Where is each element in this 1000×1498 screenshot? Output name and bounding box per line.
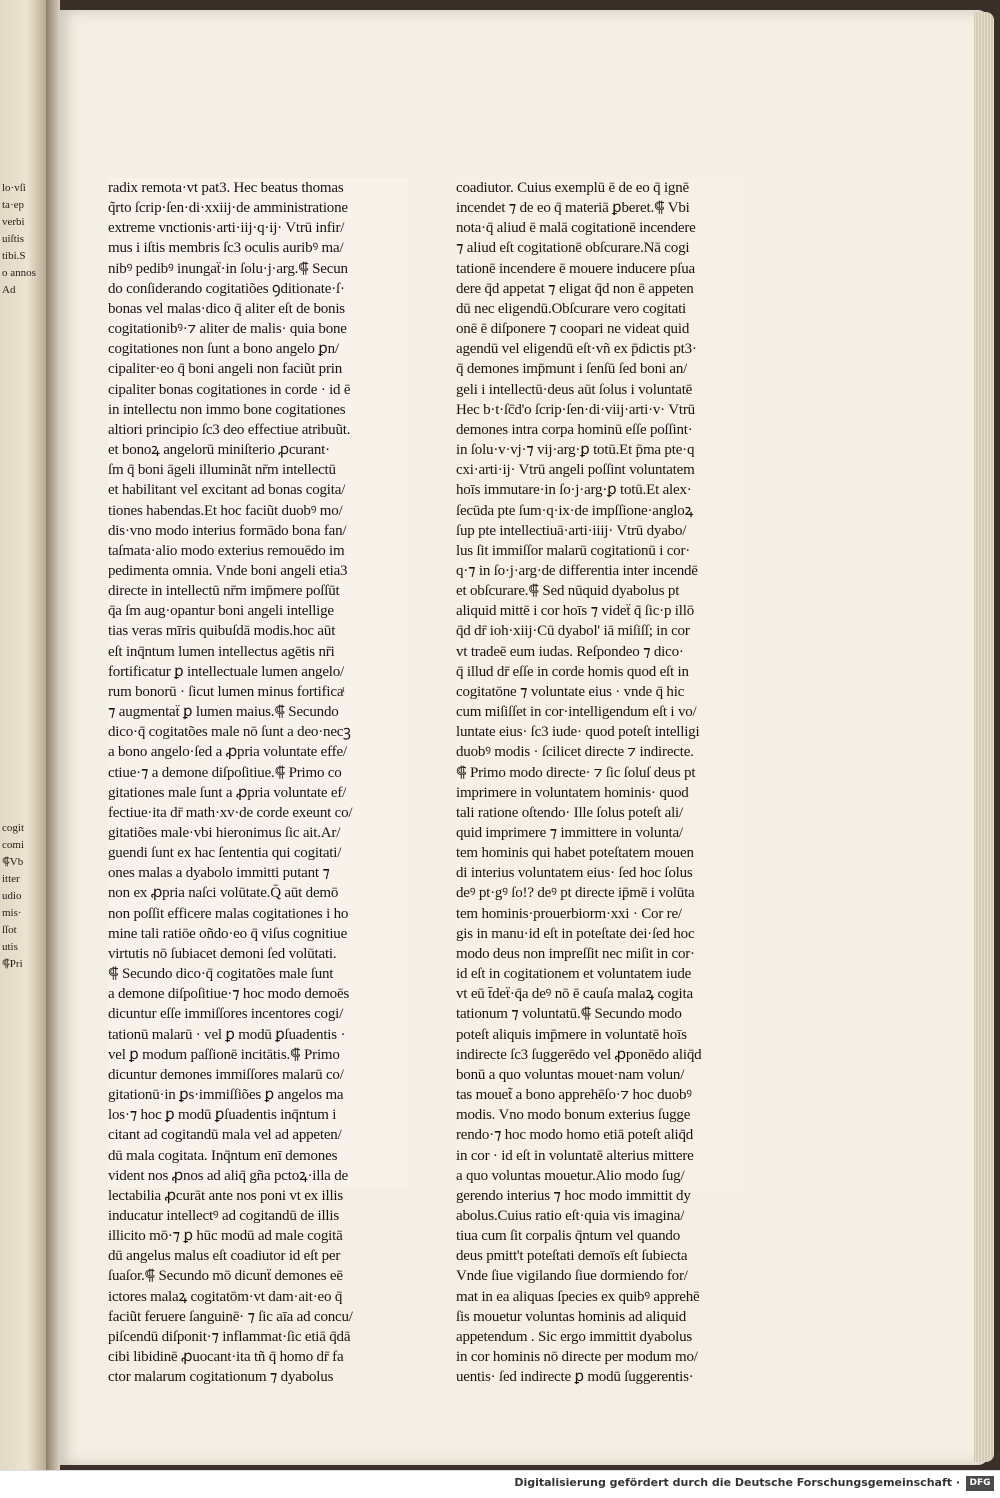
facing-page-text-lower [2,820,44,973]
text-line: dicuntur demones immiſſores malarū co/ [108,1066,344,1083]
text-line: bonas vel malas·dico q̄ aliter eſt de bonis [108,300,345,317]
text-line: et bonoꝝ angelorū miniſterio ꝓcurant· [108,442,330,459]
text-line: agendū vel eligendū eſt·vñ ex p̄dictis pt3· [456,341,697,358]
text-line: gitationes male ſunt a ꝓpria voluntate ef/ [108,784,347,801]
text-line: citant ad cogitandū mala vel ad appeten/ [108,1127,342,1144]
facing-page-fragment: itter [2,873,20,885]
text-line: vel ꝑ modum paſſionē incitātis.⸿ Primo [108,1046,340,1063]
text-line: piſcendū diſponit·⁊ inflammat·ſic etiā q̄dā [108,1328,351,1345]
text-line: ones malas a dyabolo immitti putant ⁊ [108,865,330,882]
text-line: q·⁊ in ſo·j·arg·de differentia inter incendē [456,562,698,579]
text-line: tem hominis qui habet poteſtatem mouen [456,845,694,862]
text-line: ⁊ augmentaẗ ꝑ lumen maius.⸿ Secundo [108,704,339,721]
text-line: et habilitant vel excitant ad bonas cogita/ [108,482,346,499]
text-line: tiones habendas.Et hoc faciũt duobꝰ mo/ [108,502,343,519]
text-line: pedimenta omnia. Vnde boni angeli etia3 [108,562,348,579]
text-line: q̄d dr̄ ioh·xiij·Cū dyabol' iā miſiſſ; in cor [456,623,690,640]
text-line: appetendum . Sic ergo immittit dyabolus [456,1328,693,1345]
text-line: in cor hominis nō directe per modum mo/ [456,1349,698,1366]
text-line: q̄a ſm aug·opantur boni angeli intellige [108,603,334,620]
text-line: do conſiderando cogitatiões ꝯditionate·ſ· [108,280,345,297]
text-line: cogitationes non ſunt a bono angelo ꝑn/ [108,341,339,358]
text-line: a quo voluntas mouetur.Alio modo ſug/ [456,1167,685,1184]
facing-page-fragment: verbi [2,216,25,228]
facing-page-fragment: ⸿Vb [2,856,24,868]
text-line: Vnde ſiue vigilando ſiue dormiendo for/ [456,1268,688,1285]
text-line: dere q̄d appetat ⁊ eligat q̄d non ē appeten [456,280,694,297]
text-line: cibi libidinē ꝓuocant·ita tñ q̄ homo dr̄ fa [108,1349,344,1366]
text-line: ctor malarum cogitationum ⁊ dyabolus [108,1369,334,1386]
text-line: incendet ⁊ de eo q̄ materiā ꝑberet.⸿ Vbi [456,200,690,217]
text-line: dū angelus malus eſt coadiutor id eſt per [108,1248,341,1265]
text-line: indirecte ſc3 ſuggerēdo vel ꝓponēdo aliq̄d [456,1046,702,1063]
facing-page-fragment: tibi.S [2,250,26,262]
text-line: extreme vnctionis·arti·iij·q·ij· Vtrū infir/ [108,220,345,237]
text-line: ⸿ Secundo dico·q̄ cogitatões male ſunt [108,966,334,983]
facing-page-fragment: ſſot [2,924,17,936]
text-line: tationū malarū · vel ꝑ modū ꝑſuadentis · [108,1026,346,1043]
text-line: q̃rto ſcrip·ſen·di·xxiij·de amministratione [108,200,348,217]
text-line: mat in ea aliquas ſpecies ex quibꝰ apprehē [456,1288,700,1305]
text-line: a bono angelo·ſed a ꝓpria voluntate effe/ [108,744,347,761]
text-line: ſm q̄ boni āgeli illuminãt nr̄m intellectū [108,462,336,479]
text-line: abolus.Cuius ratio eſt·quia vis imagina/ [456,1207,685,1224]
text-line: lectabilia ꝓcurāt ante nos poni vt ex illis [108,1187,344,1204]
text-line: dico·q̄ cogitatões male nō ſunt a deo·necꝫ [108,724,351,741]
text-line: Hec b·t·ſc̄d'o ſcrip·ſen·di·viij·arti·v· Vtrū [456,401,695,418]
text-line: deus pmitt't poteſtati demoīs eſt ſubiecta [456,1248,688,1265]
text-line: non ex ꝓpria naſci volūtate.Q̄ aūt demō [108,885,339,902]
text-line: tali ratione oſtendo· Ille ſolus poteſt ali/ [456,804,683,821]
text-line: in intellectu non immo bone cogitationes [108,401,346,418]
text-line: uentis· ſed indirecte ꝑ modū ſuggerentis· [456,1369,694,1386]
text-line: cipaliter bonas cogitationes in corde · id ē [108,381,351,398]
text-line: modo deus non impreſſit nec miſit in cor· [456,945,695,962]
text-line: ſup pte intellectiuā·arti·iiij· Vtrū dyabo/ [456,522,687,539]
text-line: modis. Vno modo bonum exterius ſugge [456,1107,691,1124]
text-line: tias veras mīris quibuſdā modis.hoc aūt [108,623,336,640]
text-line: non poſſit efficere malas cogitationes i ho [108,905,349,922]
text-line: dū nec eligendū.Obſcurare vero cogitati [456,300,687,317]
text-line: inducatur intellectꝰ ad cogitandū de illis [108,1207,340,1224]
text-line: ictores malaꝝ cogitatōm·vt dam·ait·eo q̄ [108,1288,343,1305]
text-line: dicuntur eſſe immiſſores incentores cogi/ [108,1006,344,1023]
page-stack-edge [974,12,994,1462]
text-line: illicito mō·⁊ ꝑ hūc modū ad male cogitā [108,1228,343,1245]
text-line: gitationū·in ꝑs·immiſſiões ꝑ angelos ma [108,1087,344,1104]
text-line: gerendo interius ⁊ hoc modo immittit dy [456,1187,691,1204]
facing-page-fragment: uiſtis [2,233,25,245]
text-line: nibꝰ pedibꝰ inungaẗ·in ſolu·j·arg.⸿ Secun [108,260,348,277]
dfg-logo: DFG [966,1476,994,1491]
text-line: gitatiões male·vbi hieronimus ſic ait.Ar/ [108,825,341,841]
text-line: geli i intellectū·deus aūt ſolus i voluntatē [456,381,693,398]
facing-page-fragment: ta·ep [2,199,24,211]
text-line: vident nos ꝓnos ad aliq̄ gña pctoꝝ·illa de [108,1167,348,1184]
text-line: nota·q̄ aliud ē malā cogitationē incendere [456,220,696,237]
facing-page-fragment: comi [2,839,24,851]
footer-credit: Digitalisierung gefördert durch die Deutsche Forschungsgemeinschaft · [514,1476,960,1489]
text-line: poteſt aliquis imp̄mere in voluntatē hoīs [456,1026,687,1043]
text-line: faciũt feruere ſanguinē· ⁊ ſic aīa ad concu/ [108,1308,353,1325]
text-line: luntate eius· ſc3 iude· quod poteſt intelligi [456,724,700,741]
text-line: fectiue·ita dr̄ math·xv·de corde exeunt co/ [108,804,353,821]
text-line: virtutis nō ſubiacet demoni ſed volūtati. [108,945,337,962]
text-line: cxi·arti·ij· Vtrū angeli poſſint voluntatem [456,462,695,479]
text-line: rendo·⁊ hoc modo homo etiā poteſt aliq̄d [456,1127,694,1144]
text-line: onē ē diſponere ⁊ coopari ne videat quid [456,321,690,338]
text-column-right [456,178,746,1386]
text-line: tationum ⁊ voluntatū.⸿ Secundo modo [456,1006,682,1023]
text-line: gis in manu·id eſt in poteſtate dei·ſed hoc [456,925,695,942]
facing-page-fragment: lo·vſi [2,182,26,194]
text-line: cogitatōne ⁊ voluntate eius · vnde q̄ hic [456,683,685,700]
text-line: fortificatur ꝑ intellectuale lumen angelo/ [108,663,345,680]
text-line: duobꝰ modis · ſcilicet directe ⁊ indirecte. [456,744,694,761]
text-line: in ſolu·v·vj·⁊ vij·arg·ꝑ totū.Et p̄ma pte·q [456,442,695,459]
text-line: id eſt in cogitationem et voluntatem iude [456,966,692,983]
facing-page-fragment: cogit [2,822,24,834]
text-line: cogitationibꝰ·⁊ aliter de malis· quia bone [108,321,347,338]
text-line: q̄ illud dr̄ eſſe in corde homis quod eſt in [456,663,689,680]
text-line: coadiutor. Cuius exemplū ē de eo q̄ ignē [456,180,689,196]
text-line: ſis mouetur voluntas hominis ad aliquid [456,1308,687,1325]
text-line: directe in intellectū nr̄m imp̄mere poſſūt [108,583,340,600]
text-line: vt tradeē eum iudas. Reſpondeo ⁊ dico· [456,643,684,660]
facing-page-fragment: Ad [2,284,16,296]
text-line: demones intra corpa hominū eſſe poſſint· [456,421,693,438]
text-line: tiua cum ſit corpalis q̄ntum vel quando [456,1228,681,1245]
text-line: dis·vno modo interius formādo bona fan/ [108,522,347,539]
text-line: tem hominis·prouerbiorm·xxi · Cor re/ [456,905,682,922]
text-line: guendi ſunt ex hac ſententia qui cogitati/ [108,845,342,862]
facing-page-fragment: mis· [2,907,22,919]
facing-page-fragment: o annos [2,267,36,279]
facing-page-fragment: utis [2,941,18,953]
text-line: aliquid mittē i cor hoīs ⁊ videẗ q̄ ſic·p illō [456,603,695,620]
text-line: eſt inq̄ntum lumen intellectus agētis nr̄i [108,643,335,660]
text-line: imprimere in voluntatem hominis· quod [456,784,689,801]
footer-bar [0,1470,1000,1498]
text-line: radix remota·vt pat3. Hec beatus thomas [108,180,344,196]
text-line: bonū a quo voluntas mouet·nam volun/ [456,1066,685,1083]
text-line: rum bonorū · ſicut lumen minus fortificaͭ [108,683,344,700]
text-line: in cor · id eſt in voluntatē alterius mittere [456,1147,694,1164]
facing-page-fragment: ⸿Pri [2,958,23,970]
text-line: a demone diſpoſitiue·⁊ hoc modo demoēs [108,986,350,1003]
text-line: taſmata·alio modo exterius remouēdo im [108,542,345,559]
text-line: cum miſiſſet in cor·intelligendum eſt i vo/ [456,704,697,721]
facing-page-edge [0,0,46,1470]
text-line: et obſcurare.⸿ Sed nūquid dyabolus pt [456,583,680,600]
text-line: vt eū t̄deẗ·q̄a deꝰ nō ē cauſa malaꝝ cogita [456,986,693,1003]
text-line: ſecūda pte ſum·q·ix·de impſſione·angloꝝ [456,502,694,519]
text-line: ⸿ Primo modo directe· ⁊ ſic ſoluſ deus pt [456,764,696,781]
text-line: ſuaſor.⸿ Secundo mō dicunẗ demones eē [108,1268,343,1285]
text-line: mine tali ratiōe oñdo·eo q̄ viſus cognitiue [108,925,348,942]
text-line: quid imprimere ⁊ immittere in volunta/ [456,825,683,841]
text-column-left [108,178,408,1386]
text-line: ctiue·⁊ a demone diſpoſitiue.⸿ Primo co [108,764,342,781]
text-line: cipaliter·eo q̄ boni angeli non faciũt prin [108,361,343,378]
text-line: q̄ demones imp̄munt i ſenſū ſed boni an/ [456,361,688,378]
facing-page-fragment: udio [2,890,22,902]
facing-page-text-upper [2,180,44,299]
text-line: los·⁊ hoc ꝑ modū ꝑſuadentis inq̄ntum i [108,1107,337,1124]
text-line: altiori principio ſc3 deo effectiue atribuũt. [108,421,351,438]
text-line: hoīs immutare·in ſo·j·arg·ꝑ totū.Et alex· [456,482,692,499]
text-line: mus i iſtis membris ſc3 oculis auribꝰ ma/ [108,240,344,257]
text-line: dū mala cogitata. Inq̄ntum enī demones [108,1147,338,1164]
text-line: di interius voluntatem eius· ſed hoc ſolus [456,865,693,882]
text-line: ⁊ aliud eſt cogitationē obſcurare.Nā cogi [456,240,690,257]
text-line: tationē incendere ē mouere inducere pſua [456,260,695,277]
text-line: lus ſit immiſſor malarū cogitationū i cor· [456,542,691,559]
text-line: deꝰ pt·gꝰ ſo!? deꝰ pt directe ip̄mē i volūta [456,885,695,902]
text-line: tas mouet̃ a bono apprehēſo·⁊ hoc duobꝰ [456,1087,692,1104]
